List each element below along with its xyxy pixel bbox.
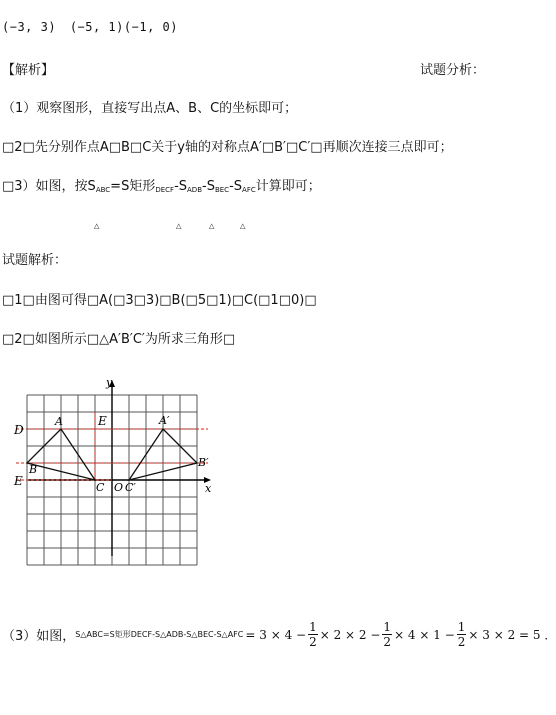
step3-prefix: □3）如图，按S — [2, 179, 96, 194]
step3-sub-afc: AFC — [242, 186, 256, 194]
label-o: O — [114, 481, 124, 494]
label-a: A — [55, 415, 63, 428]
answer-a: (−3, 3) — [2, 20, 57, 34]
step3-sub-adb: ADB — [187, 186, 202, 194]
label-a-prime: A′ — [159, 414, 170, 427]
step3-suffix: 计算即可； — [255, 179, 321, 194]
step3-minus2: -S — [202, 179, 215, 194]
label-x: x — [205, 482, 212, 495]
analysis-title: 试题分析： — [420, 63, 486, 78]
step3-eq: =S矩形 — [110, 179, 156, 194]
step3-sub-abc: ABC — [95, 186, 111, 194]
step3-sub-bec: BEC — [214, 186, 230, 194]
tri-mark-1: △ — [94, 222, 100, 230]
final-s-text: S△ABC=S矩形DECF-S△ADB-S△BEC-S△AFC — [75, 630, 244, 639]
label-c-prime: C′ — [125, 481, 136, 494]
final-part4: × 3 × 2 = 5 ． — [468, 628, 556, 642]
label-c: C — [96, 481, 105, 494]
analysis-step1: （1）观察图形，直接写出点A、B、C的坐标即可； — [2, 101, 298, 116]
answer-c: (−1, 0) — [123, 20, 178, 34]
analysis-step2: □2□先分别作点A□B□C关于y轴的对称点A′□B′□C′□再顺次连接三点即可； — [2, 140, 453, 155]
solution-line1: □1□由图可得□A(□3□3)□B(□5□1)□C(□1□0)□ — [2, 293, 317, 308]
tri-mark-3: △ — [209, 222, 215, 230]
label-e-top: E — [98, 414, 107, 428]
tri-mark-2: △ — [176, 222, 182, 230]
final-line — [2, 620, 556, 649]
step3-minus1: -S — [174, 179, 188, 194]
tri-mark-4: △ — [240, 222, 246, 230]
step3-sub-decf: DECF — [155, 186, 175, 194]
label-b-prime: B′ — [198, 456, 209, 469]
step3-minus3: -S — [229, 179, 243, 194]
label-d: D — [14, 423, 24, 437]
final-part2: × 2 × 2 − — [319, 627, 381, 642]
fraction-3: $\frac{1}{2}$ — [457, 620, 466, 649]
solution-header: 试题解析： — [2, 253, 68, 268]
fraction-1: $\frac{1}{2}$ — [309, 620, 317, 649]
fraction-2: $\frac{1}{2}$ — [383, 620, 392, 649]
label-b: B — [29, 463, 38, 476]
answer-b: (−5, 1) — [69, 20, 124, 34]
final-part1: = 3 × 4 − — [245, 627, 307, 642]
final-part3: × 4 × 1 − — [394, 627, 455, 642]
analysis-step3 — [2, 175, 321, 194]
final-prefix: （3）如图， — [2, 629, 76, 644]
analysis-header: 【解析】 — [2, 63, 55, 78]
label-y: y — [106, 376, 113, 389]
solution-line2: □2□如图所示□△A′B′C′为所求三角形□ — [2, 332, 236, 347]
coordinate-graph — [8, 376, 216, 568]
label-e-left: E — [14, 474, 23, 488]
answer-line — [2, 20, 178, 34]
